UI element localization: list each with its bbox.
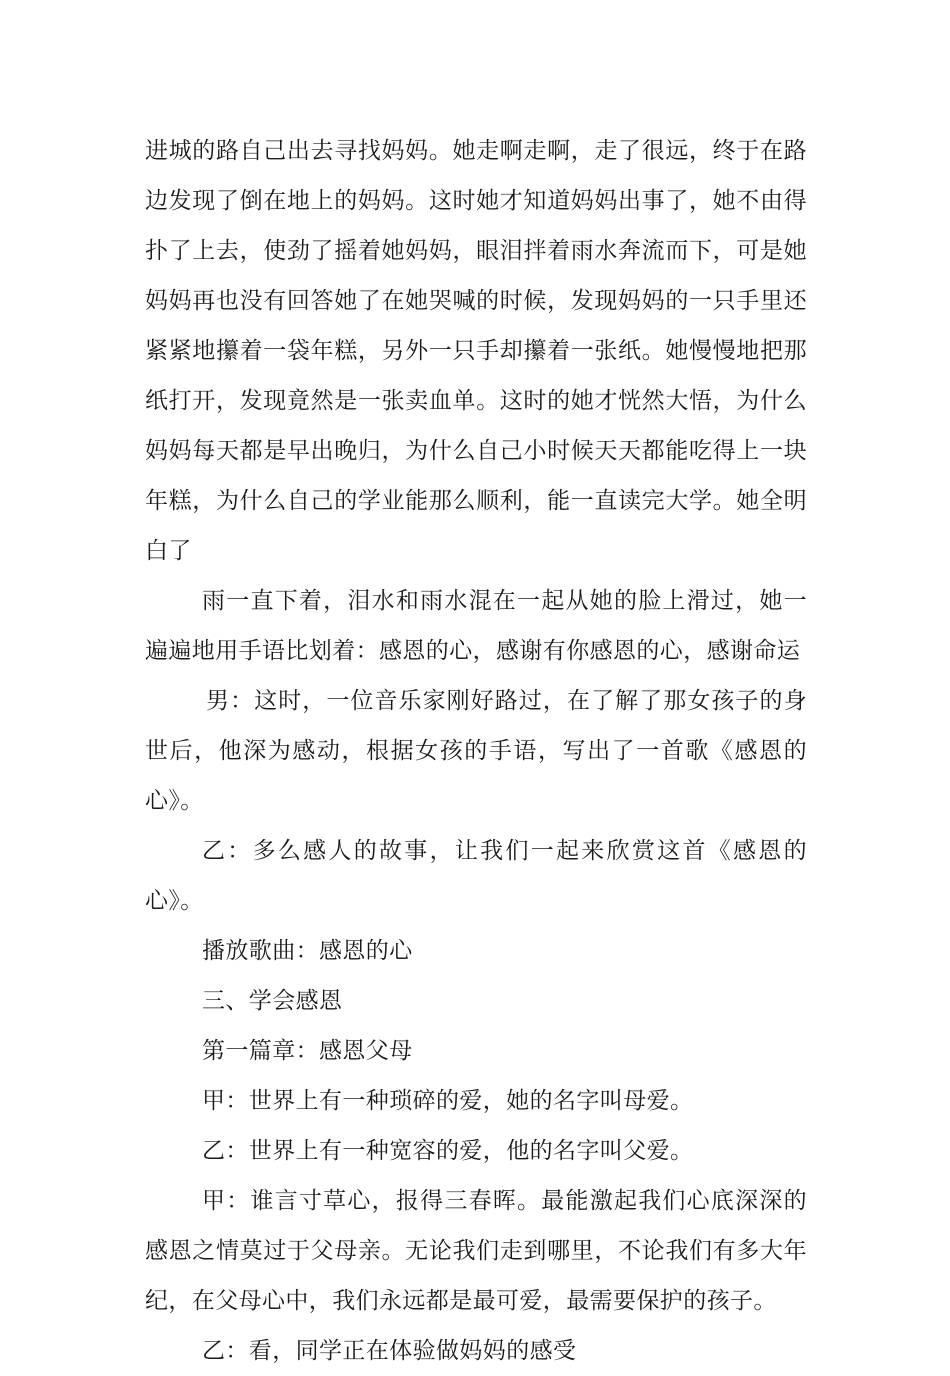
paragraph-host-a-mother-love: 甲：世界上有一种琐碎的爱，她的名字叫母爱。	[202, 1088, 694, 1114]
paragraph-story-continuation: 进城的路自己出去寻找妈妈。她走啊走啊，走了很远，终于在路边发现了倒在地上的妈妈。这时她才知道妈妈出事了，她不由得扑了上去，使劲了摇着她妈妈，眼泪拌着雨水奔流而下，可是她妈妈再也没有回答她了在她哭喊的时候，发现妈妈的一只手里还紧紧地攥着一袋年糕，另外一只手却攥着一张纸。她慢慢地把那纸打开，发现竟然是一张卖血单。这时的她才恍然大悟，为什么妈妈每天都是早出晚归，为什么自己小时候天天都能吃得上一块年糕，为什么自己的学业能那么顺利，能一直读完大学。她全明白了	[145, 138, 807, 564]
paragraph-host-b-experience: 乙：看，同学正在体验做妈妈的感受	[202, 1338, 577, 1364]
paragraph-rain: 雨一直下着，泪水和雨水混在一起从她的脸上滑过，她一遍遍地用手语比划着：感恩的心，感谢有你感恩的心，感谢命运	[145, 588, 807, 664]
paragraph-play-song: 播放歌曲：感恩的心	[202, 938, 413, 964]
section-heading-learn-gratitude: 三、学会感恩	[202, 988, 343, 1014]
paragraph-host-a-parents: 甲：谁言寸草心，报得三春晖。最能激起我们心底深深的感恩之情莫过于父母亲。无论我们走到哪里，不论我们有多大年纪，在父母心中，我们永远都是最可爱，最需要保护的孩子。	[145, 1188, 807, 1314]
document-body	[145, 126, 807, 1376]
chapter-heading-thank-parents: 第一篇章：感恩父母	[202, 1038, 413, 1064]
paragraph-male-host: 男：这时，一位音乐家刚好路过，在了解了那女孩子的身世后，他深为感动，根据女孩的手语，写出了一首歌《感恩的心》。	[145, 688, 807, 814]
paragraph-host-b-father-love: 乙：世界上有一种宽容的爱，他的名字叫父爱。	[202, 1138, 694, 1164]
paragraph-host-b-story: 乙：多么感人的故事，让我们一起来欣赏这首《感恩的心》。	[145, 838, 807, 914]
